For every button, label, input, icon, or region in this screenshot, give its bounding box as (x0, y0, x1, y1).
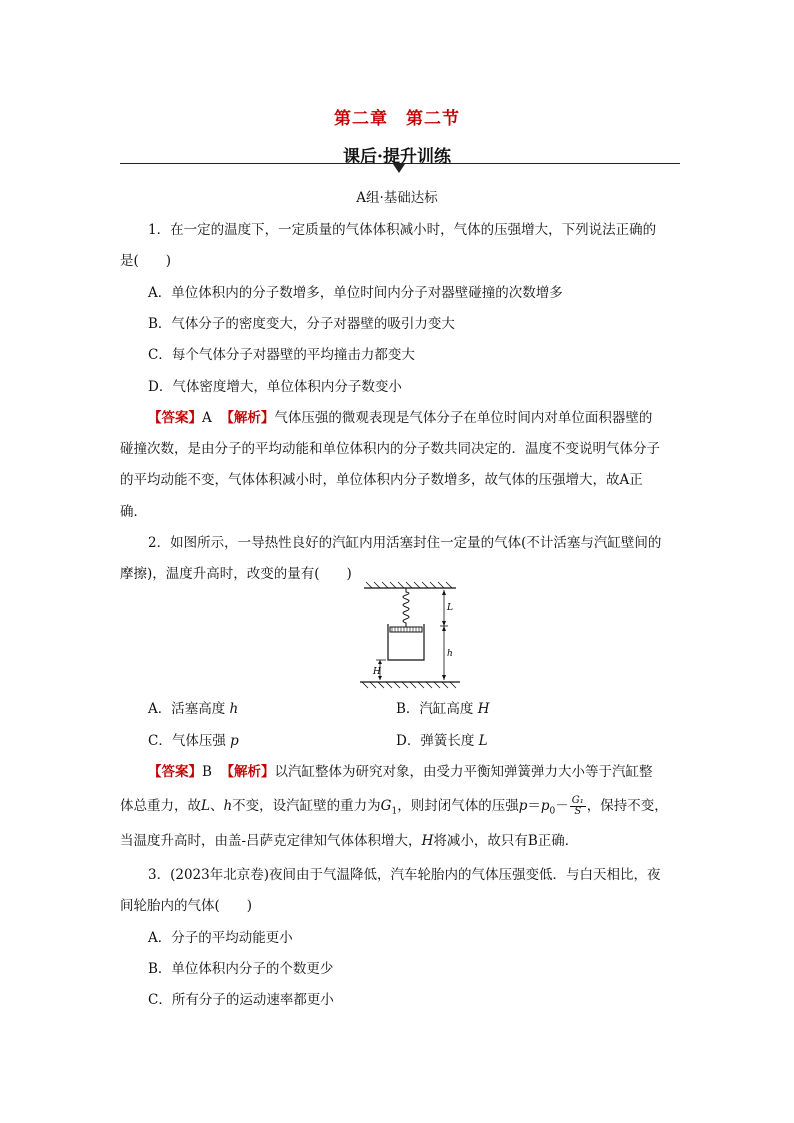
equals-sign: ＝ (527, 798, 541, 814)
var-G-subscript: 1 (391, 806, 398, 817)
q1-analysis-line4: 确． (120, 504, 147, 520)
var-h: h (223, 798, 233, 814)
q1-option-c: C．每个气体分子对器壁的平均撞击力都变大 (148, 347, 415, 363)
q2-answer: B (202, 764, 212, 780)
q1-answer: A (202, 410, 212, 426)
var-H: H (421, 833, 434, 849)
q3-stem-line2: 间轮胎内的气体( ) (120, 898, 253, 914)
text-span: ，则封闭气体的压强 (397, 798, 519, 814)
q2-option-d (396, 729, 488, 749)
q2-option-b-var: H (477, 701, 490, 717)
q2-option-c (148, 729, 239, 749)
fraction-numerator: G₁ (571, 795, 584, 806)
fraction-g1-over-s (570, 796, 586, 817)
fraction-denominator: S (574, 806, 582, 817)
section-title: 课后·提升训练 (343, 147, 451, 167)
var-L: L (201, 798, 210, 814)
q2-option-d-text: D．弹簧长度 (396, 733, 479, 749)
q2-option-d-var: L (478, 733, 488, 749)
fig-label-L: L (447, 603, 453, 613)
q1-answer-line (148, 406, 652, 426)
q2-analysis-line3 (120, 829, 578, 849)
q1-analysis-line2: 碰撞次数，是由分子的平均动能和单位体积内的分子数共同决定的．温度不变说明气体分子 (120, 441, 660, 457)
q2-option-a (148, 697, 238, 717)
q2-option-b-text: B．汽缸高度 (396, 701, 478, 717)
text-span: 、 (209, 798, 224, 814)
q3-option-c: C．所有分子的运动速率都更小 (148, 992, 334, 1008)
q2-option-b (396, 697, 490, 717)
text-span: ，保持不变， (586, 798, 668, 814)
q3-stem-line1: 3．(2023年北京卷)夜间由于气温降低，汽车轮胎内的气体压强变低．与白天相比，夜 (148, 867, 661, 883)
q3-option-b: B．单位体积内分子的个数更少 (148, 961, 334, 977)
var-p0: p (540, 798, 550, 814)
q2-stem-line1: 2．如图所示，一导热性良好的汽缸内用活塞封住一定量的气体(不计活塞与汽缸壁间的 (148, 535, 662, 551)
answer-tag: 【答案】 (148, 764, 202, 780)
q1-analysis-line3: 的平均动能不变，气体体积减小时，单位体积内分子数增多，故气体的压强增大，故A正 (120, 472, 643, 488)
q1-option-d: D．气体密度增大，单位体积内分子数变小 (148, 379, 402, 395)
q1-stem-line1: 1．在一定的温度下，一定质量的气体体积减小时，气体的压强增大，下列说法正确的 (148, 222, 657, 238)
q2-analysis-line2 (120, 794, 668, 817)
q1-option-a: A．单位体积内的分子数增多，单位时间内分子对器壁碰撞的次数增多 (148, 285, 563, 301)
q2-option-a-var: h (229, 701, 239, 717)
q2-answer-line (148, 760, 653, 780)
q2-option-c-text: C．气体压强 (148, 733, 231, 749)
group-title: A组·基础达标 (356, 190, 438, 206)
q1-option-b: B．气体分子的密度变大，分子对器壁的吸引力变大 (148, 316, 455, 332)
q2-analysis-line1: 以汽缸整体为研究对象，由受力平衡知弹簧弹力大小等于汽缸整 (274, 764, 653, 780)
q1-stem-line2: 是( ) (120, 253, 172, 269)
analysis-tag: 【解析】 (220, 764, 275, 780)
q2-stem-line2: 摩擦)，温度升高时，改变的量有( ) (120, 566, 352, 582)
cylinder-spring-figure (356, 580, 466, 690)
text-span: 不变，设汽缸壁的重力为 (232, 798, 381, 814)
q1-analysis-line1: 气体压强的微观表现是气体分子在单位时间内对单位面积器壁的 (274, 410, 653, 426)
down-triangle-icon (393, 164, 405, 173)
chapter-title: 第二章 第二节 (334, 109, 460, 129)
text-span: 将减小，故只有B正确． (433, 833, 579, 849)
fig-label-H: H (373, 667, 381, 677)
var-G: G (380, 798, 392, 814)
fig-label-h: h (447, 649, 453, 659)
var-p: p (518, 798, 528, 814)
analysis-tag: 【解析】 (220, 410, 275, 426)
text-span: 体总重力，故 (120, 798, 201, 814)
var-p0-subscript: 0 (549, 806, 556, 817)
text-span: 当温度升高时，由盖-吕萨克定律知气体体积增大， (120, 833, 422, 849)
answer-tag: 【答案】 (148, 410, 202, 426)
minus-sign: － (555, 798, 569, 814)
q2-option-c-var: p (230, 733, 239, 749)
q3-option-a: A．分子的平均动能更小 (148, 930, 293, 946)
q2-option-a-text: A．活塞高度 (148, 701, 230, 717)
